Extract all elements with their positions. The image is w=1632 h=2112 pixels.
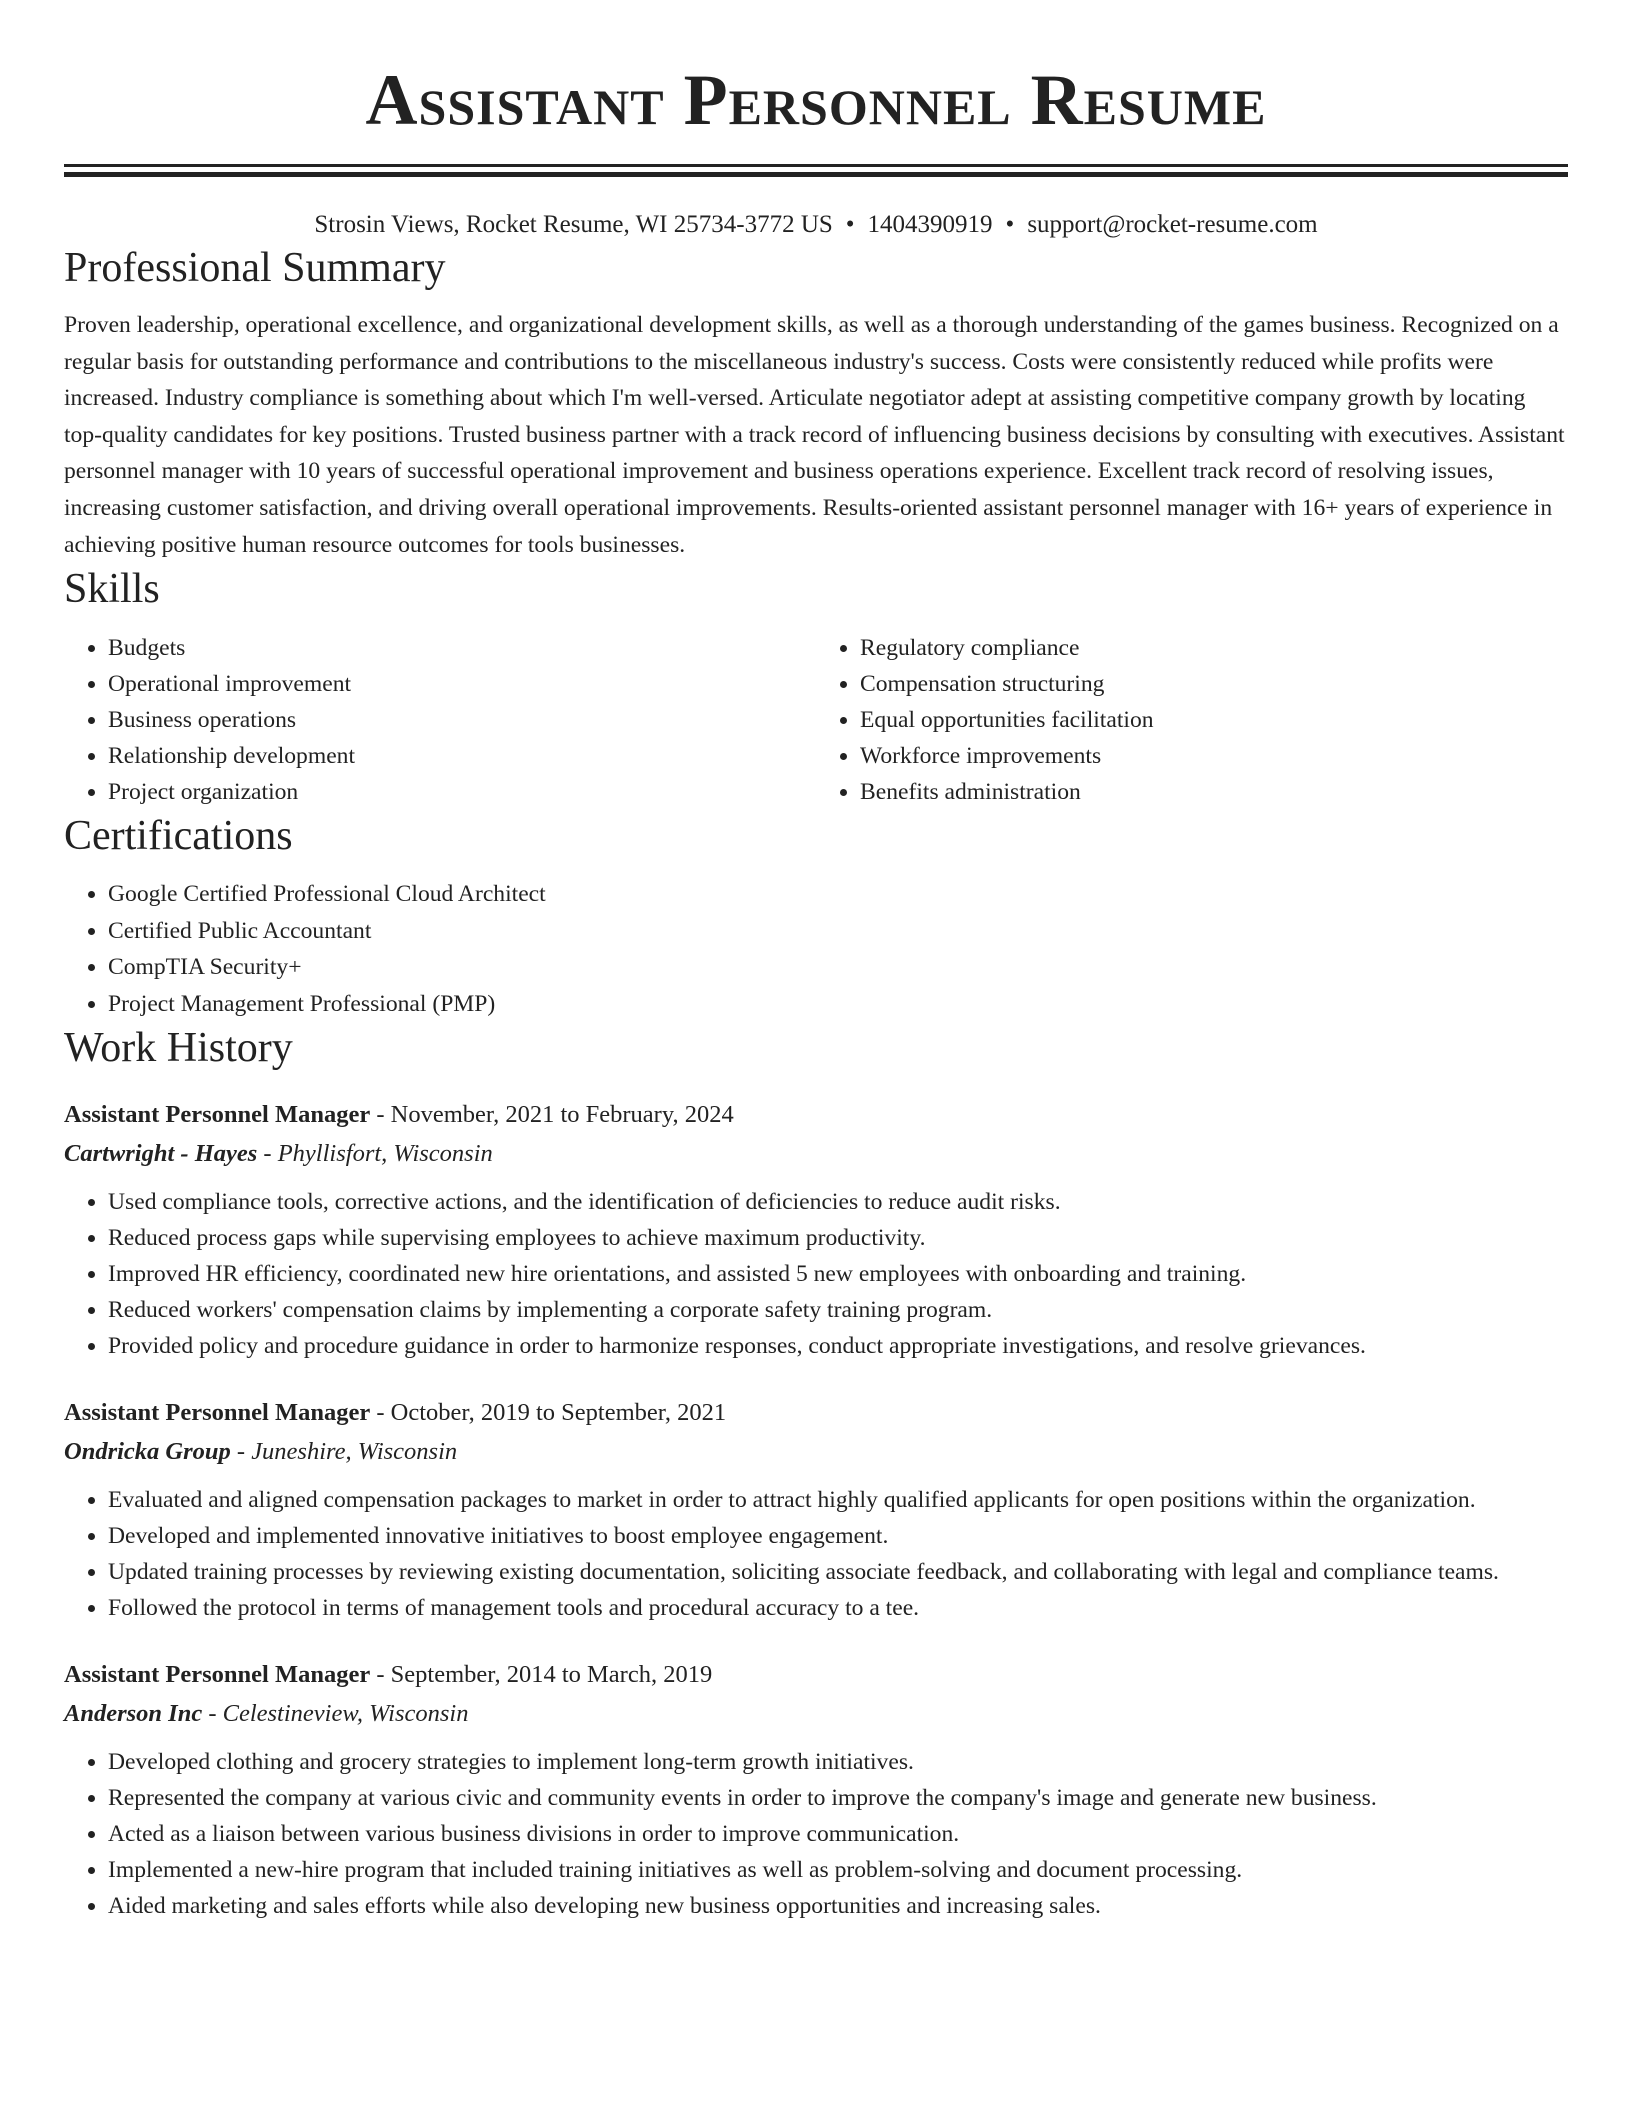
job-location: Phyllisfort, Wisconsin xyxy=(277,1140,493,1168)
contact-email: support@rocket-resume.com xyxy=(1027,211,1318,238)
job-dates: November, 2021 to February, 2024 xyxy=(390,1101,734,1129)
job-bullet: • Followed the protocol in terms of management tools and procedural accuracy to a tee. xyxy=(108,1590,1568,1626)
job-dash: - xyxy=(230,1438,252,1466)
job-title: Assistant Personnel Manager xyxy=(64,1101,371,1129)
job-entry xyxy=(64,1656,1568,1924)
job-employer xyxy=(64,1694,1568,1734)
job-bullet: • Reduced workers' compensation claims by implementing a corporate safety training program. xyxy=(108,1292,1568,1328)
job-bullets xyxy=(64,1482,1568,1626)
skill-item: • Workforce improvements xyxy=(860,738,1568,774)
job-title: Assistant Personnel Manager xyxy=(64,1399,371,1427)
job-header xyxy=(64,1394,1568,1432)
job-dates: October, 2019 to September, 2021 xyxy=(390,1399,727,1427)
summary-heading: Professional Summary xyxy=(64,245,446,291)
job-bullet: • Developed clothing and grocery strategies to implement long-term growth initiatives. xyxy=(108,1744,1568,1780)
contact-separator: • xyxy=(845,211,855,238)
job-bullet: • Evaluated and aligned compensation packages to market in order to attract highly qualified applicants for open positions within the organization. xyxy=(108,1482,1568,1518)
skill-item: • Project organization xyxy=(108,774,816,810)
job-bullet: • Implemented a new-hire program that included training initiatives as well as problem-solving and document processing. xyxy=(108,1852,1568,1888)
job-location: Celestineview, Wisconsin xyxy=(222,1700,469,1728)
job-bullet: • Acted as a liaison between various business divisions in order to improve communication. xyxy=(108,1816,1568,1852)
job-company: Ondricka Group xyxy=(64,1438,231,1466)
job-entry xyxy=(64,1096,1568,1364)
job-bullet: • Provided policy and procedure guidance in order to harmonize responses, conduct appropriate investigations, and resolve grievances. xyxy=(108,1328,1568,1364)
job-employer xyxy=(64,1432,1568,1472)
title-divider xyxy=(64,164,1568,177)
job-bullets xyxy=(64,1744,1568,1924)
skill-item: • Operational improvement xyxy=(108,666,816,702)
certification-item: • CompTIA Security+ xyxy=(108,949,1568,986)
job-bullet: • Aided marketing and sales efforts while also developing new business opportunities and increasing sales. xyxy=(108,1888,1568,1924)
job-employer xyxy=(64,1134,1568,1174)
job-company: Anderson Inc xyxy=(64,1700,203,1728)
job-dates: September, 2014 to March, 2019 xyxy=(390,1661,713,1689)
skills-column-right xyxy=(816,630,1568,810)
summary-text: Proven leadership, operational excellence, and organizational development skills, as well as a thorough understanding of the games business. Recognized on a regular basis for outstanding performance and contributions to the miscellaneous industry's success. Costs were consistently reduced while profits were increased. Industry compliance is something about which I'm well-versed. Articulate negotiator adept at assisting competitive company growth by locating top-quality candidates for key positions. Trusted business partner with a track record of influencing business decisions by consulting with executives. Assistant personnel manager with 10 years of successful operational improvement and business operations experience. Excellent track record of resolving issues, increasing customer satisfaction, and driving overall operational improvements. Results-oriented assistant personnel manager with 16+ years of experience in achieving positive human resource outcomes for tools businesses. xyxy=(64,312,1565,558)
job-dash: - xyxy=(370,1661,391,1689)
certifications-list xyxy=(64,876,1568,1022)
job-header xyxy=(64,1096,1568,1134)
resume-title: Assistant Personnel Resume xyxy=(365,60,1267,140)
certification-item: • Google Certified Professional Cloud Architect xyxy=(108,876,1568,913)
resume-page xyxy=(64,0,1568,1924)
skill-item: • Benefits administration xyxy=(860,774,1568,810)
skill-item: • Business operations xyxy=(108,702,816,738)
contact-phone: 1404390919 xyxy=(867,211,993,238)
certification-item: • Certified Public Accountant xyxy=(108,913,1568,950)
job-header xyxy=(64,1656,1568,1694)
job-bullet: • Improved HR efficiency, coordinated new hire orientations, and assisted 5 new employees with onboarding and training. xyxy=(108,1256,1568,1292)
contact-line xyxy=(64,208,1568,242)
job-location: Juneshire, Wisconsin xyxy=(251,1438,458,1466)
contact-address: Strosin Views, Rocket Resume, WI 25734-3772 US xyxy=(314,211,833,238)
job-entry xyxy=(64,1394,1568,1626)
skills-list xyxy=(64,630,1568,810)
skill-item: • Relationship development xyxy=(108,738,816,774)
job-dash: - xyxy=(257,1140,278,1168)
job-bullets xyxy=(64,1184,1568,1364)
job-company: Cartwright - Hayes xyxy=(64,1140,258,1168)
job-dash: - xyxy=(370,1101,391,1129)
skills-heading: Skills xyxy=(64,566,160,613)
job-bullet: • Used compliance tools, corrective actions, and the identification of deficiencies to reduce audit risks. xyxy=(108,1184,1568,1220)
certifications-heading: Certifications xyxy=(64,813,293,860)
skill-item: • Regulatory compliance xyxy=(860,630,1568,666)
job-bullet: • Reduced process gaps while supervising employees to achieve maximum productivity. xyxy=(108,1220,1568,1256)
work-history-heading: Work History xyxy=(64,1025,293,1072)
contact-separator: • xyxy=(1005,211,1015,238)
job-title: Assistant Personnel Manager xyxy=(64,1661,371,1689)
skill-item: • Budgets xyxy=(108,630,816,666)
job-bullet: • Represented the company at various civic and community events in order to improve the company's image and generate new business. xyxy=(108,1780,1568,1816)
skill-item: • Equal opportunities facilitation xyxy=(860,702,1568,738)
job-bullet: • Developed and implemented innovative initiatives to boost employee engagement. xyxy=(108,1518,1568,1554)
skills-column-left xyxy=(64,630,816,810)
skill-item: • Compensation structuring xyxy=(860,666,1568,702)
job-dash: - xyxy=(202,1700,223,1728)
job-bullet: • Updated training processes by reviewing existing documentation, soliciting associate feedback, and collaborating with legal and compliance teams. xyxy=(108,1554,1568,1590)
certification-item: • Project Management Professional (PMP) xyxy=(108,986,1568,1023)
job-dash: - xyxy=(370,1399,391,1427)
